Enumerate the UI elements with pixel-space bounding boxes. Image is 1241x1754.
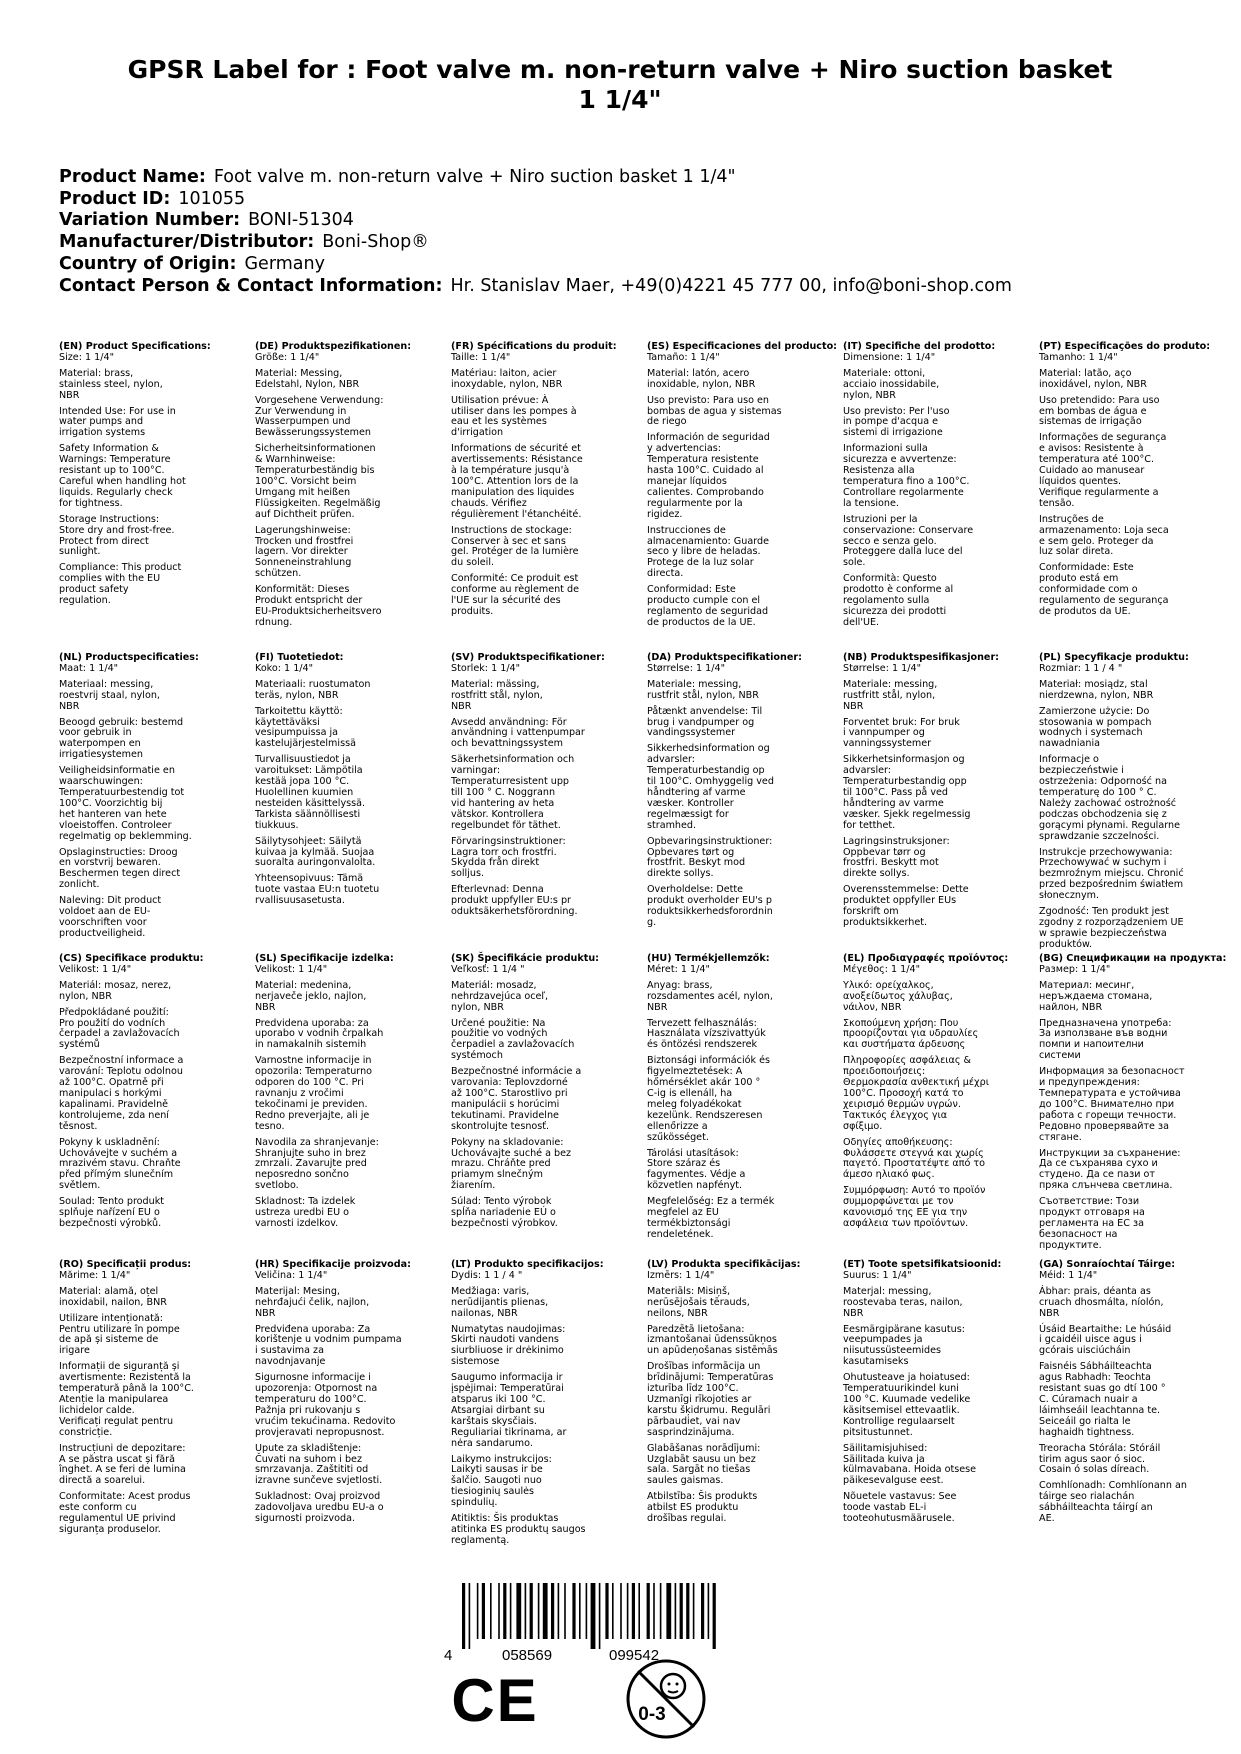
spec-line: Säilytysohjeet: Säilytä kuivaa ja kylmää. Suojaa suoralta auringonvalolta.	[255, 835, 376, 869]
product-id-value: 101055	[178, 188, 246, 209]
spec-block-title: (PT) Especificações do produto:	[1039, 341, 1211, 352]
spec-block-title: (ET) Toote spetsifikatsioonid:	[843, 1259, 1002, 1270]
spec-line: Úsáid Beartaithe: Le húsáid i gcaidéil uisce agus i gcórais uisciúcháin	[1039, 1323, 1172, 1357]
barcode-bar	[572, 1583, 575, 1639]
spec-line: Größe: 1 1/4"	[255, 351, 320, 363]
spec-block-title: (SV) Produktspecifikationer:	[451, 652, 605, 663]
spec-block	[451, 342, 641, 618]
spec-line: Material: medenina, nerjaveče jeklo, najlon, NBR	[255, 979, 367, 1013]
spec-line: Navodila za shranjevanje: Shranjujte suho in brez zmrzali. Zavarujte pred neposredno sončno svetlobo.	[255, 1136, 379, 1192]
spec-line: Materiale: ottoni, acciaio inossidabile, nylon, NBR	[843, 367, 940, 401]
spec-block-title: (LT) Produkto specifikacijos:	[451, 1259, 604, 1270]
spec-block	[255, 342, 445, 629]
spec-block	[255, 1260, 445, 1525]
barcode-bar	[660, 1583, 662, 1639]
spec-line: Vorgesehene Verwendung: Zur Verwendung in Wasserpumpen und Bewässerungssystemen	[255, 394, 384, 439]
spec-line: Súlad: Tento výrobok spĺňa nariadenie EÚ o bezpečnosti výrobkov.	[451, 1196, 558, 1229]
spec-line: Treoracha Stórála: Stóráil tirim agus saor ó sioc. Cosain ó solas díreach.	[1039, 1442, 1161, 1476]
barcode-bar	[530, 1583, 533, 1639]
variation-number-value: BONI-51304	[248, 210, 354, 231]
spec-line: Instrucțiuni de depozitare: A se păstra uscat și fără înghet. A se feri de lumina directă a soarelui.	[59, 1442, 186, 1487]
barcode-bar	[666, 1583, 671, 1639]
spec-line: Avsedd användning: För användning i vattenpumpar och bevattningssystem	[451, 716, 585, 750]
spec-block-title: (GA) Sonraíochtaí Táirge:	[1039, 1259, 1176, 1270]
spec-block-title: (DA) Produktspecifikationer:	[647, 652, 802, 663]
spec-line: Dimensione: 1 1/4"	[843, 351, 936, 363]
spec-block	[843, 1260, 1033, 1525]
spec-line: Instruções de armazenamento: Loja seca e sem gelo. Proteger da luz solar direta.	[1039, 513, 1169, 558]
spec-line: Forventet bruk: For bruk i vannpumper og vanningssystemer	[843, 716, 960, 750]
spec-line: Izmērs: 1 1/4"	[647, 1269, 715, 1281]
spec-block-title: (IT) Specifiche del prodotto:	[843, 341, 996, 352]
ean-barcode	[444, 1583, 718, 1663]
barcode-bar	[627, 1583, 629, 1639]
barcode-left-digits: 058569	[502, 1647, 553, 1664]
spec-line: Naleving: Dit product voldoet aan de EU- voorschriften voor productveiligheid.	[59, 895, 162, 939]
spec-block-title: (EN) Product Specifications:	[59, 341, 211, 352]
spec-line: Informazioni sulla sicurezza e avvertenze: Resistenza alla temperatura fino a 100°C. Controllare regolarmente la tensione.	[843, 443, 970, 509]
barcode-bar	[605, 1583, 608, 1639]
spec-line: Matériau: laiton, acier inoxydable, nylon, NBR	[451, 367, 563, 390]
spec-line: Förvaringsinstruktioner: Lagra torr och frostfri. Skydda från direkt solljus.	[451, 835, 566, 880]
barcode-bar	[632, 1583, 635, 1639]
spec-block-title: (DE) Produktspezifikationen:	[255, 341, 412, 352]
spec-line: Materiál: mosadz, nehrdzavejúca oceľ, nylon, NBR	[451, 979, 549, 1013]
spec-line: Atbilstība: Šis produkts atbilst ES produktu drošības regulai.	[647, 1491, 758, 1525]
barcode-bar	[525, 1583, 527, 1639]
spec-line: Информация за безопасност и предупреждения: Температурата е устойчива до 100°C. Внимателно при работа с горещи течности. Редовно проверявайте за стягане.	[1039, 1066, 1185, 1143]
spec-line: Tárolási utasítások: Store száraz és fagymentes. Védje a közvetlen napfényt.	[647, 1147, 746, 1192]
barcode-bars	[462, 1583, 716, 1649]
spec-block	[59, 653, 249, 940]
spec-line: Υλικό: ορείχαλκος, ανοξείδωτος χάλυβας, νάιλον, NBR	[843, 979, 953, 1013]
spec-line: Skladnost: Ta izdelek ustreza uredbi EU o varnosti izdelkov.	[255, 1196, 356, 1229]
spec-line: Materiaali: ruostumaton teräs, nylon, NBR	[255, 678, 371, 701]
manufacturer-value: Boni-Shop®	[322, 232, 429, 253]
country-label: Country of Origin :	[59, 254, 237, 274]
spec-line: Informations de sécurité et avertissements: Résistance à la température jusqu'à 100°C. Attention lors de la manipulation des liquides chauds. Vérifiez régulièrement l'étanchéité.	[451, 443, 583, 520]
spec-block-title: (ES) Especificaciones del producto:	[647, 341, 838, 352]
spec-line: Säilitamisjuhised: Säilitada kuiva ja külmavabana. Hoida otsese päikesevalguse eest.	[843, 1442, 977, 1487]
spec-line: Comhlíonadh: Comhlíonann an táirge seo rialachán sábháilteachta táirgí an AE.	[1039, 1480, 1187, 1525]
spec-line: Materiaal: messing, roestvrij staal, nylon, NBR	[59, 678, 160, 712]
spec-block-title: (SK) Špecifikácie produktu:	[451, 953, 600, 964]
barcode-right-digits: 099542	[609, 1647, 660, 1664]
barcode-bar	[564, 1583, 566, 1639]
barcode-bar	[675, 1583, 677, 1639]
spec-line: Faisnéis Sábháilteachta agus Rabhadh: Teochta resistant suas go dtí 100 ° C. Cúramach nuair a láimhseáil leachtanna te. Seiceáil go rialta le haghaidh tightness.	[1039, 1361, 1166, 1438]
spec-line: Compliance: This product complies with the EU product safety regulation.	[59, 562, 182, 607]
barcode-bar	[510, 1583, 512, 1639]
manufacturer-row	[59, 232, 1209, 254]
country-value: Germany	[244, 253, 325, 274]
spec-line: Conformitate: Acest produs este conform cu regulamentul UE privind siguranța produselor.	[59, 1491, 191, 1535]
spec-line: Intended Use: For use in water pumps and irrigation systems	[59, 405, 176, 439]
child-face-icon	[661, 1674, 685, 1698]
spec-block	[843, 342, 1033, 629]
spec-line: Predviđena uporaba: Za korištenje u vodnim pumpama i sustavima za navodnjavanje	[255, 1323, 402, 1368]
spec-line: Uso previsto: Per l'uso in pompe d'acqua e sistemi di irrigazione	[843, 405, 950, 439]
barcode-bar	[701, 1583, 704, 1639]
barcode-bar	[653, 1583, 655, 1639]
spec-line: Instructions de stockage: Conserver à sec et sans gel. Protéger de la lumière du soleil.	[451, 524, 579, 569]
product-info	[59, 167, 1209, 297]
spec-block	[843, 653, 1033, 929]
spec-line: Lagerungshinweise: Trocken und frostfrei lagern. Vor direkter Sonneneinstrahlung schützen.	[255, 524, 354, 580]
variation-number-row	[59, 210, 1209, 232]
spec-line: Informacje o bezpieczeństwie i ostrzeżenia: Odporność na temperaturę do 100 ° C. Należy zachować ostrożność podczas obchodzenia się z gorącymi płynami. Regularne sprawdzanie szczelności.	[1039, 754, 1180, 842]
spec-line: Material: brass, stainless steel, nylon, NBR	[59, 367, 163, 401]
spec-line: Určené použitie: Na použitie vo vodných čerpadiel a zavlažovacích systémoch	[451, 1017, 575, 1062]
spec-block-title: (HU) Termékjellemzők:	[647, 953, 770, 964]
spec-block	[451, 954, 641, 1230]
barcode-bar	[579, 1583, 581, 1639]
spec-line: Beoogd gebruik: bestemd voor gebruik in waterpompen en irrigatiesystemen	[59, 716, 184, 761]
spec-line: Tamaño: 1 1/4"	[647, 351, 720, 363]
spec-line: Koko: 1 1/4"	[255, 662, 314, 674]
spec-line: Πληροφορίες ασφάλειας & προειδοποιήσεις: Θερμοκρασία ανθεκτική μέχρι 100°C. Προσοχή κατά το χειρισμό θερμών υγρών. Τακτικός έλεγχος για σφίξιμο.	[843, 1055, 989, 1132]
spec-line: Zgodność: Ten produkt jest zgodny z rozporządzeniem UE w sprawie bezpieczeństwa produktów.	[1039, 906, 1184, 950]
spec-block-title: (RO) Specificații produs:	[59, 1259, 192, 1270]
spec-line: Veličina: 1 1/4"	[255, 1269, 328, 1281]
spec-line: Съответствие: Този продукт отговаря на регламента на ЕС за безопасност на продуктите.	[1039, 1196, 1145, 1251]
spec-line: Upute za skladištenje: Čuvati na suhom i bez smrzavanja. Zaštititi od izravne sunčeve svjetlosti.	[255, 1442, 383, 1487]
spec-line: Suurus: 1 1/4"	[843, 1269, 912, 1281]
spec-line: Instrukcje przechowywania: Przechowywać w suchym i bezmroźnym miejscu. Chronić przed bezpośrednim światłem słonecznym.	[1039, 846, 1184, 902]
spec-block	[1039, 1260, 1229, 1525]
spec-block	[451, 653, 641, 918]
spec-block	[1039, 342, 1229, 618]
spec-line: Materiale: messing, rustfritt stål, nylon, NBR	[843, 678, 938, 712]
spec-line: Opslaginstructies: Droog en vorstvrij bewaren. Beschermen tegen direct zonlicht.	[59, 846, 181, 891]
barcode-bar	[620, 1583, 622, 1639]
spec-line: Overholdelse: Dette produkt overholder EU's p roduktsikkerhedsforordnin g.	[647, 884, 773, 928]
spec-block	[647, 954, 837, 1241]
barcode-bar	[586, 1583, 588, 1639]
spec-line: Materijal: Mesing, nehrđajući čelik, najlon, NBR	[255, 1285, 370, 1319]
spec-line: Yhteensopivuus: Tämä tuote vastaa EU:n tuotetu rvallisuusasetusta.	[255, 873, 380, 907]
spec-line: Predvidena uporaba: za uporabo v vodnih črpalkah in namakalnih sistemih	[255, 1017, 384, 1051]
spec-line: Istruzioni per la conservazione: Conservare secco e senza gelo. Proteggere dalla luce del sole.	[843, 513, 974, 569]
spec-line: Efterlevnad: Denna produkt uppfyller EU:s pr oduktsäkerhetsförordning.	[451, 884, 578, 918]
spec-line: Material: latón, acero inoxidable, nylon, NBR	[647, 367, 756, 390]
contact-label: Contact Person & Contact Information :	[59, 276, 442, 296]
spec-line: Tervezett felhasználás: Használata vízszivattyúk és öntözési rendszerek	[647, 1017, 766, 1051]
spec-line: Bezpečnostní informace a varování: Teplotu odolnou až 100°C. Opatrně při manipulaci s horkými kapalinami. Pravidelně kontrolujeme, zda není těsnost.	[59, 1055, 184, 1132]
spec-line: Size: 1 1/4"	[59, 351, 114, 363]
spec-block	[255, 653, 445, 907]
spec-line: Numatytas naudojimas: Skirti naudoti vandens siurbliuose ir drėkinimo sistemose	[451, 1323, 566, 1368]
manufacturer-label: Manufacturer/Distributor :	[59, 232, 314, 252]
spec-block	[59, 342, 249, 607]
spec-line: Material: alamă, oțel inoxidabil, nailon, BNR	[59, 1285, 167, 1308]
spec-line: Laikymo instrukcijos: Laikyti sausas ir be šalčio. Saugoti nuo tiesioginių saulės spindulių.	[451, 1453, 552, 1509]
spec-line: Storlek: 1 1/4"	[451, 662, 521, 674]
barcode-bar	[599, 1583, 601, 1649]
spec-line: Varnostne informacije in opozorila: Temperaturno odporen do 100 °C. Pri ravnanju z vročimi tekočinami je previden. Redno preverjajte, ali je tesno.	[255, 1055, 373, 1132]
barcode-bar	[647, 1583, 650, 1639]
spec-block	[647, 342, 837, 629]
spec-block-title: (NB) Produktspesifikasjoner:	[843, 652, 1000, 663]
spec-line: Veľkosť: 1 1/4 "	[451, 963, 525, 975]
spec-line: Dydis: 1 1 / 4 "	[451, 1269, 523, 1281]
ce-mark	[451, 1667, 539, 1734]
spec-block-title: (LV) Produkta specifikācijas:	[647, 1259, 801, 1270]
spec-block	[1039, 653, 1229, 951]
barcode-bar	[462, 1583, 465, 1649]
barcode-bar	[680, 1583, 683, 1639]
spec-line: Zamierzone użycie: Do stosowania w pompach wodnych i systemach nawadniania	[1039, 705, 1152, 750]
spec-line: Sukladnost: Ovaj proizvod zadovoljava uredbu EU-a o sigurnosti proizvoda.	[255, 1491, 384, 1525]
spec-line: Mărime: 1 1/4"	[59, 1269, 131, 1281]
spec-line: Información de seguridad y advertencias: Temperatura resistente hasta 100°C. Cuidado al manejar líquidos calientes. Comprobando regularmente por la rigidez.	[647, 432, 770, 520]
spec-line: Conformité: Ce produit est conforme au règlement de l'UE sur la sécurité des produits.	[451, 573, 579, 617]
barcode-bar	[591, 1583, 596, 1649]
spec-line: Turvallisuustiedot ja varoitukset: Lämpötila kestää jopa 100 °C. Huolellinen kuumien nesteiden käsittelyssä. Tarkista säännöllisesti tiukkuus.	[255, 754, 366, 831]
country-row	[59, 254, 1209, 276]
spec-line: Conformidade: Este produto está em conformidade com o regulamento de segurança de produtos da UE.	[1039, 562, 1169, 617]
spec-line: Материал: месинг, неръждаема стомана, найлон, NBR	[1039, 979, 1153, 1013]
spec-block	[59, 954, 249, 1230]
spec-block-title: (HR) Specifikacije proizvoda:	[255, 1259, 411, 1270]
spec-line: Drošības informācija un brīdinājumi: Temperatūras izturība līdz 100°C. Uzmanīgi rīkojoties ar karstu šķidrumu. Regulāri pārbaudiet, vai nav sasprindzinājuma.	[647, 1361, 774, 1438]
spec-line: Μέγεθος: 1 1/4"	[843, 963, 920, 975]
spec-line: Material: latão, aço inoxidável, nylon, NBR	[1039, 367, 1147, 390]
spec-block-title: (SL) Specifikacije izdelka:	[255, 953, 394, 964]
contact-row	[59, 276, 1209, 298]
barcode-bar	[490, 1583, 492, 1639]
spec-line: Předpokládané použití: Pro použití do vodních čerpadel a zavlažovacích systémů	[59, 1006, 180, 1051]
spec-line: Размер: 1 1/4"	[1039, 963, 1111, 975]
spec-line: Saugumo informacija ir įspėjimai: Temperatūrai atsparus iki 100 °C. Atsargiai dirbant su karštais skysčiais. Reguliariai tikrinama, ar nėra sandarumo.	[451, 1372, 567, 1449]
spec-line: Informații de siguranță și avertismente: Rezistentă la temperatură până la 100°C. Atenție la manipularea lichidelor calde. Verificați regulat pentru constricție.	[59, 1361, 194, 1438]
spec-block	[255, 954, 445, 1230]
spec-line: Sikkerhetsinformasjon og advarsler: Temperaturbestandig opp til 100°C. Pass på ved håndtering av varme væsker. Sjekk regelmessig for tetthet.	[843, 754, 971, 831]
spec-line: Lagringsinstruksjoner: Oppbevar tørr og frostfri. Beskytt mot direkte sollys.	[843, 835, 950, 880]
spec-block-title: (BG) Спецификации на продукта:	[1039, 953, 1227, 964]
spec-line: Rozmiar: 1 1 / 4 "	[1039, 662, 1123, 674]
spec-line: Ábhar: prais, déanta as cruach dhosmálta, níolón, NBR	[1039, 1285, 1164, 1319]
barcode-bar	[543, 1583, 548, 1639]
spec-line: Utilizare intenționată: Pentru utilizare în pompe de apă și sisteme de irigare	[59, 1312, 180, 1357]
spec-line: Biztonsági információk és figyelmeztetések: A hőmérséklet akár 100 ° C-ig is ellenáll, ha meleg folyadékokat kezelünk. Rendszeresen ellenőrizze a szűkösséget.	[647, 1055, 770, 1143]
spec-line: Instrucciones de almacenamiento: Guarde seco y libre de heladas. Protege de la luz solar directa.	[647, 524, 769, 580]
spec-line: Overensstemmelse: Dette produktet oppfyller EUs forskrift om produktsikkerhet.	[843, 884, 969, 928]
product-name-value: Foot valve m. non-return valve + Niro suction basket 1 1/4"	[213, 167, 736, 187]
spec-block	[843, 954, 1033, 1230]
spec-line: Conformidad: Este producto cumple con el reglamento de seguridad de productos de la UE.	[647, 584, 769, 628]
spec-line: Tamanho: 1 1/4"	[1039, 351, 1118, 363]
spec-line: Taille: 1 1/4"	[451, 351, 511, 363]
spec-line: Påtænkt anvendelse: Til brug i vandpumper og vandingssystemer	[647, 705, 763, 739]
spec-line: Utilisation prévue: À utiliser dans les pompes à eau et les systèmes d'irrigation	[451, 394, 577, 439]
spec-block-title: (FR) Spécifications du produit:	[451, 341, 617, 352]
spec-line: Συμμόρφωση: Αυτό το προϊόν συμμορφώνεται με τον κανονισμό της ΕΕ για την ασφάλεια των προϊόντων.	[843, 1185, 986, 1229]
spec-line: Οδηγίες αποθήκευσης: Φυλάσσετε στεγνά και χωρίς παγετό. Προστατέψτε από το άμεσο ηλιακό φως.	[843, 1136, 986, 1181]
spec-line: Méret: 1 1/4"	[647, 963, 710, 975]
barcode-bar	[498, 1583, 500, 1639]
spec-line: Предназначена употреба: За използване във водни помпи и напоителни системи	[1039, 1017, 1172, 1062]
spec-line: Atitiktis: Šis produktas atitinka ES produktų saugos reglamentą.	[451, 1513, 586, 1546]
spec-line: Uso pretendido: Para uso em bombas de água e sistemas de irrigação	[1039, 394, 1160, 428]
spec-line: Paredzētā lietošana: izmantošanai ūdenssūkņos un apūdeņošanas sistēmās	[647, 1323, 778, 1357]
spec-line: Sigurnosne informacije i upozorenja: Otpornost na temperaturu do 100°C. Pažnja pri rukovanju s vrućim tekućinama. Redovito provjeravati nepropusnost.	[255, 1372, 396, 1438]
barcode-bar	[477, 1583, 479, 1639]
spec-line: Informações de segurança e avisos: Resistente à temperatura até 100°C. Cuidado ao manusear líquidos quentes. Verifique regularmente a tensão.	[1039, 432, 1167, 509]
spec-block	[59, 1260, 249, 1536]
barcode-bar	[612, 1583, 614, 1639]
barcode-bar	[538, 1583, 540, 1639]
spec-block-title: (PL) Specyfikacje produktu:	[1039, 652, 1189, 663]
spec-line: Ohutusteave ja hoiatused: Temperatuurikindel kuni 100 °C. Kuumade vedelike käsitsemisel ettevaatlik. Kontrollige regulaarselt pitsitustunnet.	[843, 1372, 971, 1438]
spec-line: Velikost: 1 1/4"	[255, 963, 328, 975]
barcode-bar	[558, 1583, 560, 1639]
spec-line: Medžiaga: varis, nerūdijantis plienas, nailonas, NBR	[451, 1285, 549, 1319]
spec-line: Bezpečnostné informácie a varovania: Teplovzdorné až 100°C. Starostlivo pri manipulácii s horúcimi tekutinami. Pravidelne skontrolujte tesnosť.	[451, 1066, 582, 1132]
age-range-text: 0-3	[638, 1704, 666, 1725]
barcode-bar	[638, 1583, 640, 1639]
barcode-bar	[686, 1583, 689, 1639]
spec-line: Materiale: messing, rustfrit stål, nylon, NBR	[647, 678, 759, 701]
spec-line: Säkerhetsinformation och varningar: Temperaturresistent upp till 100 ° C. Noggrann vid hantering av heta vätskor. Kontrollera regelbundet för täthet.	[451, 754, 575, 831]
spec-line: Инструкции за съхранение: Да се съхранява сухо и студено. Да се пази от пряка слънчева светлина.	[1039, 1147, 1181, 1192]
spec-line: Materiāls: Misiņš, nerūsējošais tērauds, neilons, NBR	[647, 1285, 750, 1319]
spec-line: Conformità: Questo prodotto è conforme al regolamento sulla sicurezza dei prodotti dell'UE.	[843, 573, 954, 628]
barcode-bar	[551, 1583, 554, 1639]
spec-block-title: (EL) Προδιαγραφές προϊόντος:	[843, 953, 1009, 964]
spec-line: Opbevaringsinstruktioner: Opbevares tørt og frostfrit. Beskyt mod direkte sollys.	[647, 835, 773, 880]
barcode-first-digit: 4	[444, 1647, 453, 1664]
barcode-bar	[693, 1583, 695, 1639]
barcode-bar	[713, 1583, 716, 1649]
spec-line: Veiligheidsinformatie en waarschuwingen: Temperatuurbestendig tot 100°C. Voorzichtig bij het hanteren van hete vloeistoffen. Controleer regelmatig op beklemming.	[59, 765, 192, 842]
spec-line: Uso previsto: Para uso en bombas de agua y sistemas de riego	[647, 394, 782, 428]
spec-block	[451, 1260, 641, 1547]
barcode-bar	[469, 1583, 471, 1649]
spec-line: Velikost: 1 1/4"	[59, 963, 132, 975]
barcode-bar	[503, 1583, 506, 1639]
spec-line: Pokyny k uskladnění: Uchovávejte v suchém a mrazivém stavu. Chraňte před přímým slunečním světlem.	[59, 1136, 181, 1192]
spec-line: Glabāšanas norādījumi: Uzglabāt sausu un bez sala. Sargāt no tiešas saules gaismas.	[647, 1442, 761, 1487]
spec-line: Safety Information & Warnings: Temperature resistant up to 100°C. Careful when handling hot liquids. Regularly check for tightness.	[59, 443, 186, 509]
spec-block	[647, 1260, 837, 1525]
spec-line: Maat: 1 1/4"	[59, 662, 119, 674]
spec-line: Materjal: messing, roostevaba teras, nailon, NBR	[843, 1285, 963, 1319]
spec-line: Σκοπούμενη χρήση: Που προορίζονται για υδραυλίες και συστήματα άρδευσης	[843, 1017, 979, 1051]
spec-block-title: (FI) Tuotetiedot:	[255, 652, 344, 663]
spec-line: Nõuetele vastavus: See toode vastab EL-i tooteohutusmäärusele.	[843, 1491, 957, 1525]
spec-line: Méid: 1 1/4"	[1039, 1269, 1098, 1281]
spec-line: Storage Instructions: Store dry and frost-free. Protect from direct sunlight.	[59, 513, 175, 558]
spec-line: Sikkerhedsinformation og advarsler: Temperaturbestandig op til 100°C. Omhyggelig ved håndtering af varme væsker. Kontroller regelmæssigt for stramhed.	[647, 743, 774, 831]
spec-line: Størrelse: 1 1/4"	[647, 662, 725, 674]
spec-line: Megfelelőség: Ez a termék megfelel az EU termékbiztonsági rendeletének.	[647, 1196, 775, 1240]
spec-line: Sicherheitsinformationen & Warnhinweise: Temperaturbeständig bis 100°C. Vorsicht beim Umgang mit heißen Flüssigkeiten. Regelmäßig auf Dichtheit prüfen.	[255, 443, 381, 520]
spec-line: Soulad: Tento produkt splňuje nařízení EU o bezpečnosti výrobků.	[59, 1196, 165, 1229]
spec-line: Materiál: mosaz, nerez, nylon, NBR	[59, 979, 172, 1002]
spec-line: Tarkoitettu käyttö: käytettäväksi vesipumpuissa ja kastelujärjestelmissä	[255, 705, 356, 750]
spec-block-title: (CS) Specifikace produktu:	[59, 953, 204, 964]
variation-number-label: Variation Number :	[59, 210, 240, 230]
spec-line: Konformität: Dieses Produkt entspricht der EU-Produktsicherheitsvero rdnung.	[255, 584, 382, 628]
spec-block	[647, 653, 837, 929]
spec-block-title: (NL) Productspecificaties:	[59, 652, 199, 663]
barcode-bar	[482, 1583, 485, 1639]
spec-line: Pokyny na skladovanie: Uchovávajte suché a bez mrazu. Chráňte pred priamym slnečným žiarením.	[451, 1136, 572, 1192]
spec-line: Eesmärgipärane kasutus: veepumpades ja niisutussüsteemides kasutamiseks	[843, 1323, 965, 1368]
spec-line: Material: mässing, rostfritt stål, nylon, NBR	[451, 678, 543, 712]
barcode-bar	[708, 1583, 710, 1639]
ce-mark-text: CE	[451, 1667, 539, 1734]
not-for-children-0-3-icon	[624, 1657, 708, 1741]
spec-line: Anyag: brass, rozsdamentes acél, nylon, NBR	[647, 979, 773, 1013]
product-id-row	[59, 189, 1209, 211]
product-name-row	[59, 167, 1209, 189]
spec-line: Materiał: mosiądz, stal nierdzewna, nylon, NBR	[1039, 678, 1154, 701]
contact-value: Hr. Stanislav Maer, +49(0)4221 45 777 00, info@boni-shop.com	[450, 275, 1012, 296]
product-id-label: Product ID :	[59, 189, 170, 209]
spec-block	[1039, 954, 1229, 1252]
spec-line: Størrelse: 1 1/4"	[843, 662, 921, 674]
spec-line: Material: Messing, Edelstahl, Nylon, NBR	[255, 367, 360, 390]
page-title: GPSR Label for : Foot valve m. non-return valve + Niro suction basket 1 1/4"	[127, 55, 1113, 114]
product-name-label: Product Name :	[59, 167, 206, 187]
barcode-bar	[516, 1583, 521, 1639]
